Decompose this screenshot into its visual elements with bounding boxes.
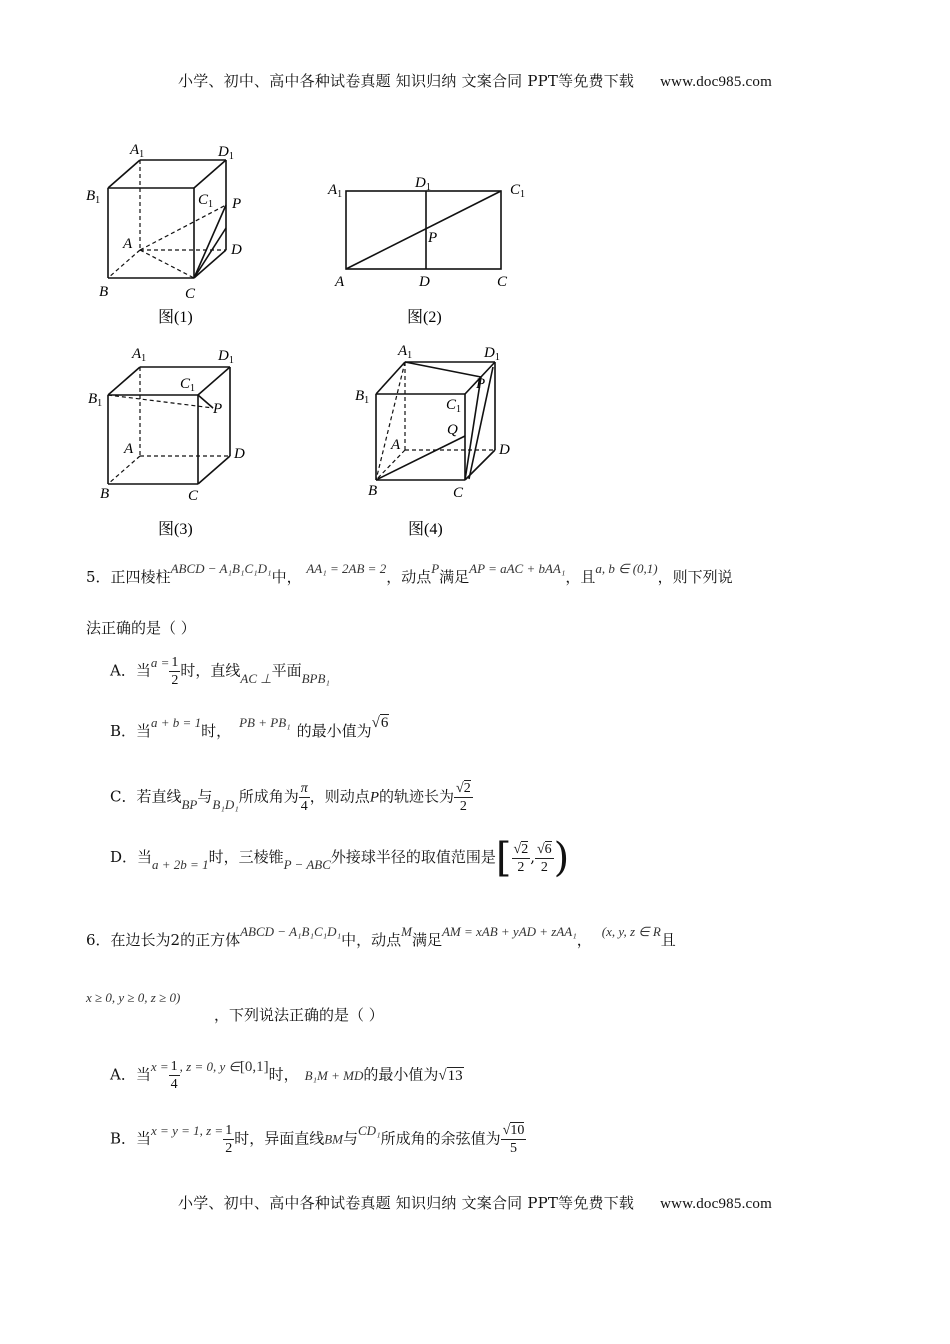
svg-text:D1: $D_1$ (415, 175, 431, 193)
q5-option-c: C．若直线BP与B₁D₁所成角为 $\frac{\pi}{4}$ ，则动点P的轨迹长为 $\frac{√2}{2}$ (110, 781, 471, 814)
svg-text:D1: $D_1$ (218, 144, 234, 162)
svg-text:A: A (335, 274, 345, 290)
figure-2 (325, 172, 535, 336)
q5-option-b: B．当a + b = 1时， PB + PB₁ 的最小值为√6 (110, 715, 389, 740)
svg-text:A1: $A_1$ (398, 343, 413, 361)
svg-text:D1: $D_1$ (218, 348, 234, 366)
svg-text:C: C (185, 286, 196, 302)
footer-banner (0, 1192, 950, 1213)
figure-3 (80, 342, 280, 546)
figure-3-svg (80, 342, 280, 542)
svg-text:A: A (124, 441, 134, 457)
svg-text:A1: $A_1$ (328, 182, 343, 200)
svg-text:A1: $A_1$ (130, 142, 145, 160)
svg-text:B: B (100, 486, 110, 502)
svg-text:C1: $C_1$ (198, 192, 214, 210)
svg-text:C1: $C_1$ (180, 376, 196, 394)
svg-text:A1: $A_1$ (132, 346, 147, 364)
svg-text:P: P (428, 230, 438, 246)
footer-text: 小学、初中、高中各种试卷真题 知识归纳 文案合同 PPT等免费下载 (178, 1194, 635, 1212)
q6-option-a: A．当x = $\frac{1}{4}$ , z = 0, y ∈[0,1]时， B₁M + MD的最小值为√13 (110, 1058, 463, 1092)
fig2-caption: 图(2) (407, 309, 442, 326)
svg-text:B1: $B_1$ (86, 188, 101, 206)
svg-text:B: B (99, 284, 109, 300)
svg-text:D: D (234, 446, 245, 462)
fig1-caption: 图(1) (158, 309, 193, 326)
figure-1-svg (80, 138, 280, 333)
svg-text:C: C (188, 488, 199, 504)
header-text: 小学、初中、高中各种试卷真题 知识归纳 文案合同 PPT等免费下载 (178, 72, 635, 90)
svg-text:A: A (391, 437, 401, 453)
svg-text:B: B (368, 483, 378, 499)
q6-line2-text: ，下列说法正确的是（ ） (214, 1006, 384, 1024)
q5-line2: 法正确的是（ ） (86, 619, 196, 637)
q5-option-d: D．当a + 2b = 1时，三棱锥P − ABC外接球半径的取值范围是[ $\frac{√2}{2}$ , $\frac{√6}{2}$ ) (110, 835, 570, 881)
q6-option-b: B．当x = y = 1, z = $\frac{1}{2}$ 时，异面直线BM与CD₁所成角的余弦值为 $\frac{√10}{5}$ (110, 1122, 525, 1156)
svg-text:D: D (231, 242, 242, 258)
svg-text:B1: $B_1$ (88, 391, 103, 409)
q5-line1: 5．正四棱柱ABCD − A₁B₁C₁D₁中， AA₁ = 2AB = 2，动点P满足AP = aAC + bAA₁，且a, b ∈ (0,1)，则下列说 (86, 561, 733, 586)
q6-line2: x ≥ 0, y ≥ 0, z ≥ 0) (86, 990, 181, 1005)
svg-text:D1: $D_1$ (484, 345, 500, 363)
header-site: www.doc985.com (660, 74, 772, 90)
svg-text:C: C (453, 485, 464, 501)
svg-text:C1: $C_1$ (446, 397, 462, 415)
fig4-caption: 图(4) (408, 521, 443, 538)
q5-option-a: A．当a = $\frac{1}{2}$ 时，直线AC ⊥平面BPB₁ (110, 654, 330, 688)
figure-2-svg (325, 172, 535, 332)
svg-text:D: D (499, 442, 510, 458)
figure-4-svg (352, 340, 532, 542)
figure-1 (80, 138, 280, 337)
svg-text:B1: $B_1$ (355, 388, 370, 406)
svg-text:Q: Q (447, 422, 458, 438)
fig1-label-A1: A (130, 142, 140, 158)
footer-site: www.doc985.com (660, 1196, 772, 1212)
svg-text:D: D (419, 274, 430, 290)
svg-text:P: P (476, 376, 486, 392)
figure-4 (352, 340, 532, 546)
q6-line1: 6．在边长为2的正方体ABCD − A₁B₁C₁D₁中，动点M满足AM = xAB + yAD + zAA₁， (x, y, z ∈ R且 (86, 924, 676, 949)
svg-text:C: C (497, 274, 508, 290)
svg-text:A: A (123, 236, 133, 252)
fig3-caption: 图(3) (158, 521, 193, 538)
svg-text:P: P (213, 401, 223, 417)
fig1-label-P: P (232, 196, 242, 212)
header-banner (0, 70, 950, 91)
svg-text:C1: $C_1$ (510, 182, 526, 200)
